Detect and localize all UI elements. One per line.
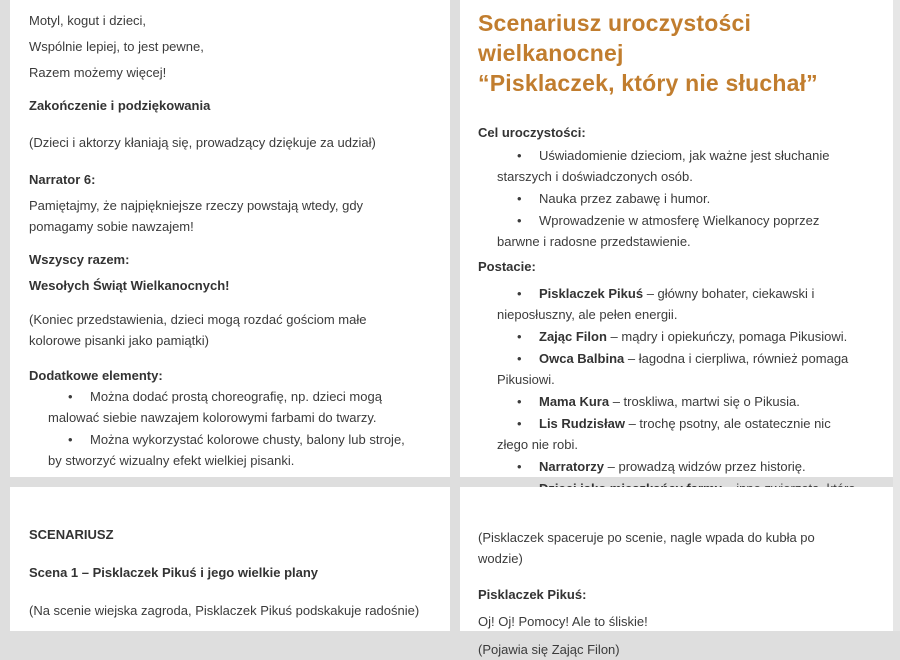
verse-line: Wspólnie lepiej, to jest pewne, [29,39,204,54]
dialogue-line: Oj! Oj! Pomocy! Ale to śliskie! [478,614,648,629]
character-item [497,348,863,390]
character-item [497,456,863,477]
character-item [497,413,863,455]
page-top-left [10,0,450,477]
character-name: Lis Rudzisław [539,416,625,431]
heading-pikus-speaks: Pisklaczek Pikuś: [478,587,587,602]
heading-narrator-6: Narrator 6: [29,172,96,187]
heading-characters: Postacie: [478,259,536,274]
character-desc: – troskliwa, martwi się o Pikusia. [612,394,800,409]
bullet-text: Można dodać prostą choreografię, np. dzieci mogą malować siebie nawzajem kolorowymi farbami do twarzy. [48,389,382,425]
bullet-text: Można wykorzystać kolorowe chusty, balony lub stroje, by stworzyć wizualny efekt wielkiej pisanki. [48,432,405,468]
page-top-right [460,0,893,477]
verse-line: Motyl, kogut i dzieci, [29,13,147,28]
bullet-item [48,429,422,471]
character-item [497,283,863,325]
heading-scene-1: Scena 1 – Pisklaczek Pikuś i jego wielkie plany [29,565,319,580]
title-line-2: “Pisklaczek, który nie słuchał” [478,70,818,96]
title-line-1: Scenariusz uroczystości wielkanocnej [478,10,752,66]
bullet-marker: • [517,148,522,163]
bullet-text: Nauka przez zabawę i humor. [539,191,711,206]
bullet-marker: • [517,286,522,301]
character-name: Pisklaczek Pikuś [539,286,644,301]
bullet-marker: • [517,394,522,409]
bullet-marker: • [517,329,522,344]
heading-extra-elements: Dodatkowe elementy: [29,368,163,383]
character-desc: – łagodna i cierpliwa, również pomaga Pikusiowi. [497,351,849,387]
narrator-line: Pamiętajmy, że najpiękniejsze rzeczy powstają wtedy, gdy pomagamy sobie nawzajem! [29,198,364,234]
stage-direction: (Na scenie wiejska zagroda, Pisklaczek Pikuś podskakuje radośnie) [29,603,420,618]
bullet-marker: • [517,191,522,206]
bullet-item [497,188,863,209]
character-name: Narratorzy [539,459,605,474]
page-bottom-right [460,487,893,657]
bullet-item [497,210,863,252]
character-item [497,326,863,347]
bullet-text: Uświadomienie dzieciom, jak ważne jest słuchanie starszych i doświadczonych osób. [497,148,830,184]
heading-ending: Zakończenie i podziękowania [29,98,211,113]
bullet-item [497,145,863,187]
bullet-marker: • [68,432,73,447]
stage-direction: (Koniec przedstawienia, dzieci mogą rozdać gościom małe kolorowe pisanki jako pamiątki) [29,312,367,348]
character-name: Mama Kura [539,394,610,409]
character-name: Owca Balbina [539,351,625,366]
character-desc: – trochę psotny, ale ostatecznie nic złego nie robi. [497,416,831,452]
bullet-text: Wprowadzenie w atmosferę Wielkanocy poprzez barwne i radosne przedstawienie. [497,213,820,249]
bullet-marker: • [517,416,522,431]
bullet-marker: • [68,389,73,404]
page-bottom-left [10,487,450,631]
heading-goal: Cel uroczystości: [478,125,586,140]
document-title [478,8,863,98]
stage-direction: (Pisklaczek spaceruje po scenie, nagle wpada do kubła po wodzie) [478,530,815,566]
character-item [497,391,863,412]
heading-all-together: Wszyscy razem: [29,252,130,267]
bullet-item [48,386,422,428]
stage-direction: (Dzieci i aktorzy kłaniają się, prowadzący dziękuje za udział) [29,135,376,150]
bullet-marker: • [517,213,522,228]
bullet-marker: • [517,459,522,474]
character-name: Zając Filon [539,329,607,344]
character-desc: – mądry i opiekuńczy, pomaga Pikusiowi. [610,329,848,344]
character-desc: – prowadzą widzów przez historię. [607,459,806,474]
stage-direction: (Pojawia się Zając Filon) [478,642,620,657]
bullet-marker: • [517,351,522,366]
heading-easter-wishes: Wesołych Świąt Wielkanocnych! [29,278,230,293]
scrollbar-track [893,0,900,631]
heading-scenario: SCENARIUSZ [29,527,114,542]
character-desc: – główny bohater, ciekawski i nieposłuszny, ale pełen energii. [497,286,815,322]
verse-line: Razem możemy więcej! [29,65,167,80]
